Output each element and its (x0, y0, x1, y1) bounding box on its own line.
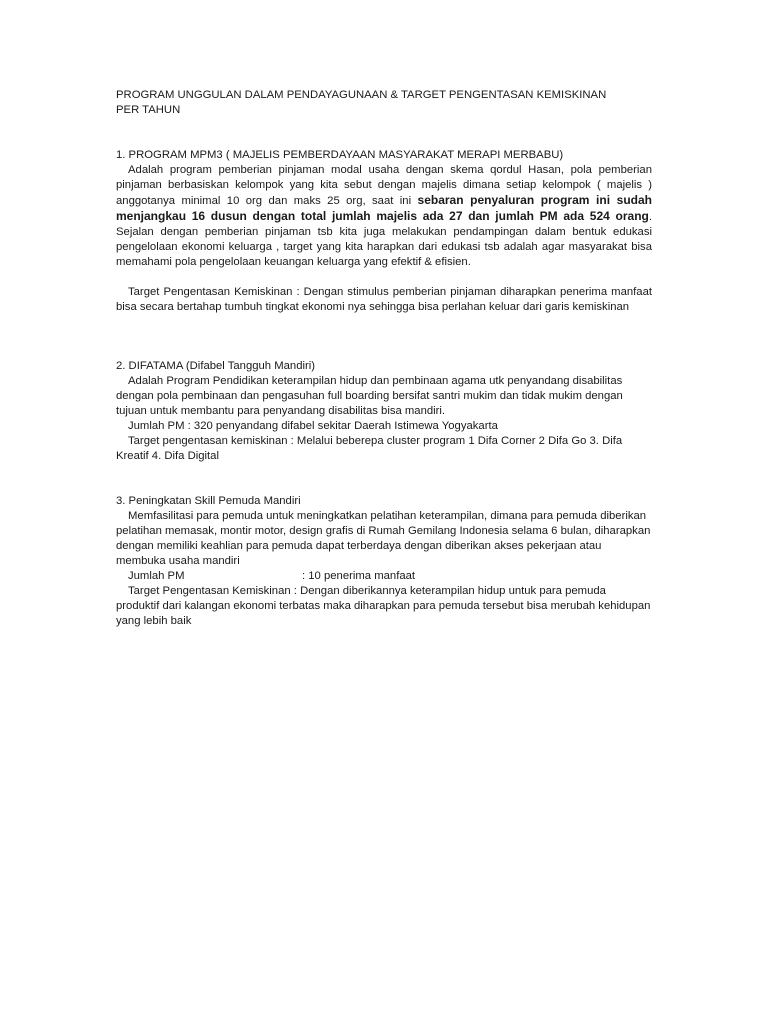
description-text: . Sejalan dengan pemberian pinjaman tsb kita juga melakukan pendampingan dalam bentuk edukasi pengelolaan ekonomi keluarga , target yang kita harapkan dari edukasi tsb adalah agar masyarakat bisa memahami pola pengelolaan keuangan keluarga yang efektif & efisien. (116, 211, 652, 268)
jumlah-label: Jumlah PM (128, 570, 185, 582)
document-page (116, 88, 652, 629)
section-heading: 3. Peningkatan Skill Pemuda Mandiri (116, 495, 301, 507)
section-target: Target Pengentasan Kemiskinan : Dengan stimulus pemberian pinjaman diharapkan penerima manfaat bisa secara bertahap tumbuh tingkat ekonomi nya sehingga bisa perlahan keluar dari garis kemiskinan (116, 286, 652, 313)
section-target: Target Pengentasan Kemiskinan : Dengan diberikannya keterampilan hidup untuk para pemuda produktif dari kalangan ekonomi terbatas maka diharapkan para pemuda tersebut bisa merubah kehidupan yang lebih baik (116, 585, 651, 627)
jumlah-value: : 10 penerima manfaat (302, 570, 416, 582)
document-title: PROGRAM UNGGULAN DALAM PENDAYAGUNAAN & TARGET PENGENTASAN KEMISKINAN PER TAHUN (116, 89, 607, 116)
section-difatama (116, 359, 652, 464)
section-description (116, 163, 652, 270)
description-text: Adalah program pemberian pinjaman modal usaha dengan skema qordul Hasan, pola pemberian pinjaman berbasiskan kelompok yang kita sebut dengan majelis dimana setiap kelompok ( majelis ) anggotanya minimal 10 org dan maks 25 org, saat ini (116, 164, 652, 207)
description-highlight: sebaran penyaluran program ini sudah menjangkau 16 dusun dengan total jumlah majelis ada 27 dan jumlah PM ada 524 orang (116, 193, 652, 223)
section-heading: 1. PROGRAM MPM3 ( MAJELIS PEMBERDAYAAN MASYARAKAT MERAPI MERBABU) (116, 149, 564, 161)
section-mpm3 (116, 148, 652, 315)
section-target: Target pengentasan kemiskinan : Melalui beberepa cluster program 1 Difa Corner 2 Difa Go 3. Difa Kreatif 4. Difa Digital (116, 435, 623, 462)
section-description: Memfasilitasi para pemuda untuk meningkatkan pelatihan keterampilan, dimana para pemuda diberikan pelatihan memasak, montir motor, design grafis di Rumah Gemilang Indonesia selama 6 bulan, diharapkan dengan memiliki keahlian para pemuda dapat terberdaya dengan diberikan akses pekerjaan atau membuka usaha mandiri (116, 510, 651, 567)
section-jumlah (116, 569, 652, 584)
section-description: Adalah Program Pendidikan keterampilan hidup dan pembinaan agama utk penyandang disabilitas dengan pola pembinaan dan pengasuhan full boarding bersifat santri mukim dan tidak mukim dengan tujuan untuk membantu para penyandang disabilitas bisa mandiri. (116, 375, 623, 417)
section-jumlah: Jumlah PM : 320 penyandang difabel sekitar Daerah Istimewa Yogyakarta (128, 420, 498, 432)
section-skill-pemuda (116, 494, 652, 629)
section-heading: 2. DIFATAMA (Difabel Tangguh Mandiri) (116, 360, 316, 372)
